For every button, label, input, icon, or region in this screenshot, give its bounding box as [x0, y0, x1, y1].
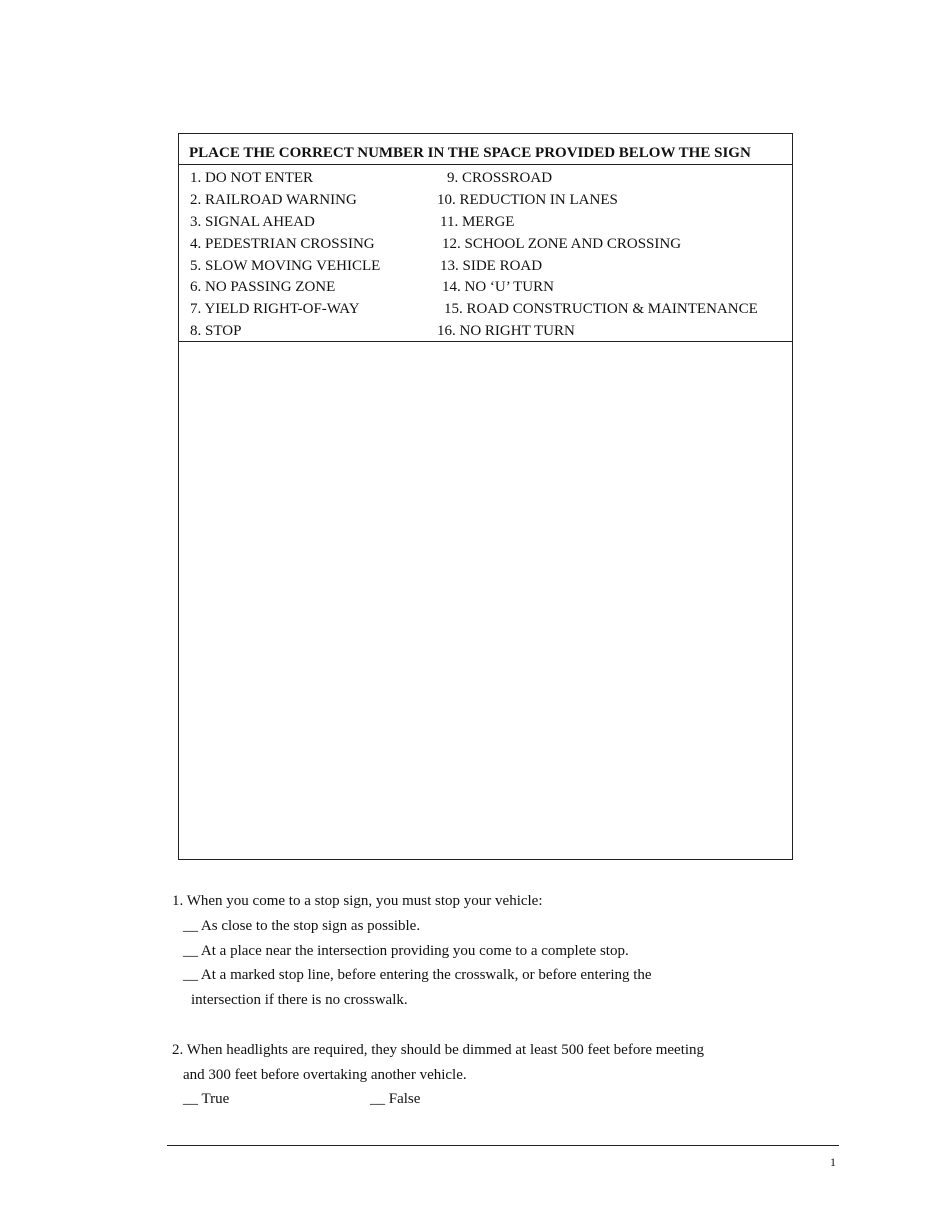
list-item: 9. CROSSROAD [447, 170, 553, 186]
footer-rule [167, 1145, 839, 1146]
list-item: 5. SLOW MOVING VEHICLE [190, 258, 381, 274]
sign-matching-box [178, 133, 793, 860]
list-item: 15. ROAD CONSTRUCTION & MAINTENANCE [444, 301, 758, 317]
list-item: 13. SIDE ROAD [440, 258, 543, 274]
list-item: 8. STOP [190, 323, 242, 339]
list-item: 7. YIELD RIGHT-OF-WAY [190, 301, 360, 317]
question-1-option-a[interactable]: __ As close to the stop sign as possible. [183, 918, 421, 934]
list-item: 11. MERGE [440, 214, 515, 230]
question-2-prompt: 2. When headlights are required, they should be dimmed at least 500 feet before meeting [172, 1042, 705, 1058]
question-2-true-option[interactable]: __ True [183, 1091, 230, 1107]
sign-list [179, 165, 792, 342]
box-header: PLACE THE CORRECT NUMBER IN THE SPACE PROVIDED BELOW THE SIGN [179, 134, 792, 165]
page-number: 1 [830, 1155, 836, 1169]
list-item: 12. SCHOOL ZONE AND CROSSING [442, 236, 682, 252]
list-item: 14. NO ‘U’ TURN [442, 279, 554, 295]
list-item: 1. DO NOT ENTER [190, 170, 314, 186]
question-1-prompt: 1. When you come to a stop sign, you must stop your vehicle: [172, 893, 543, 909]
list-item: 4. PEDESTRIAN CROSSING [190, 236, 375, 252]
list-item: 10. REDUCTION IN LANES [437, 192, 618, 208]
list-item: 6. NO PASSING ZONE [190, 279, 336, 295]
list-item: 16. NO RIGHT TURN [437, 323, 575, 339]
sign-image-area [179, 342, 792, 860]
list-item: 2. RAILROAD WARNING [190, 192, 357, 208]
question-1-option-c-continued: intersection if there is no crosswalk. [191, 992, 408, 1008]
question-1-option-b[interactable]: __ At a place near the intersection providing you come to a complete stop. [183, 943, 629, 959]
question-1-option-c[interactable]: __ At a marked stop line, before entering the crosswalk, or before entering the [183, 967, 652, 983]
question-2-prompt-continued: and 300 feet before overtaking another vehicle. [183, 1067, 467, 1083]
list-item: 3. SIGNAL AHEAD [190, 214, 315, 230]
question-2-false-option[interactable]: __ False [370, 1091, 421, 1107]
